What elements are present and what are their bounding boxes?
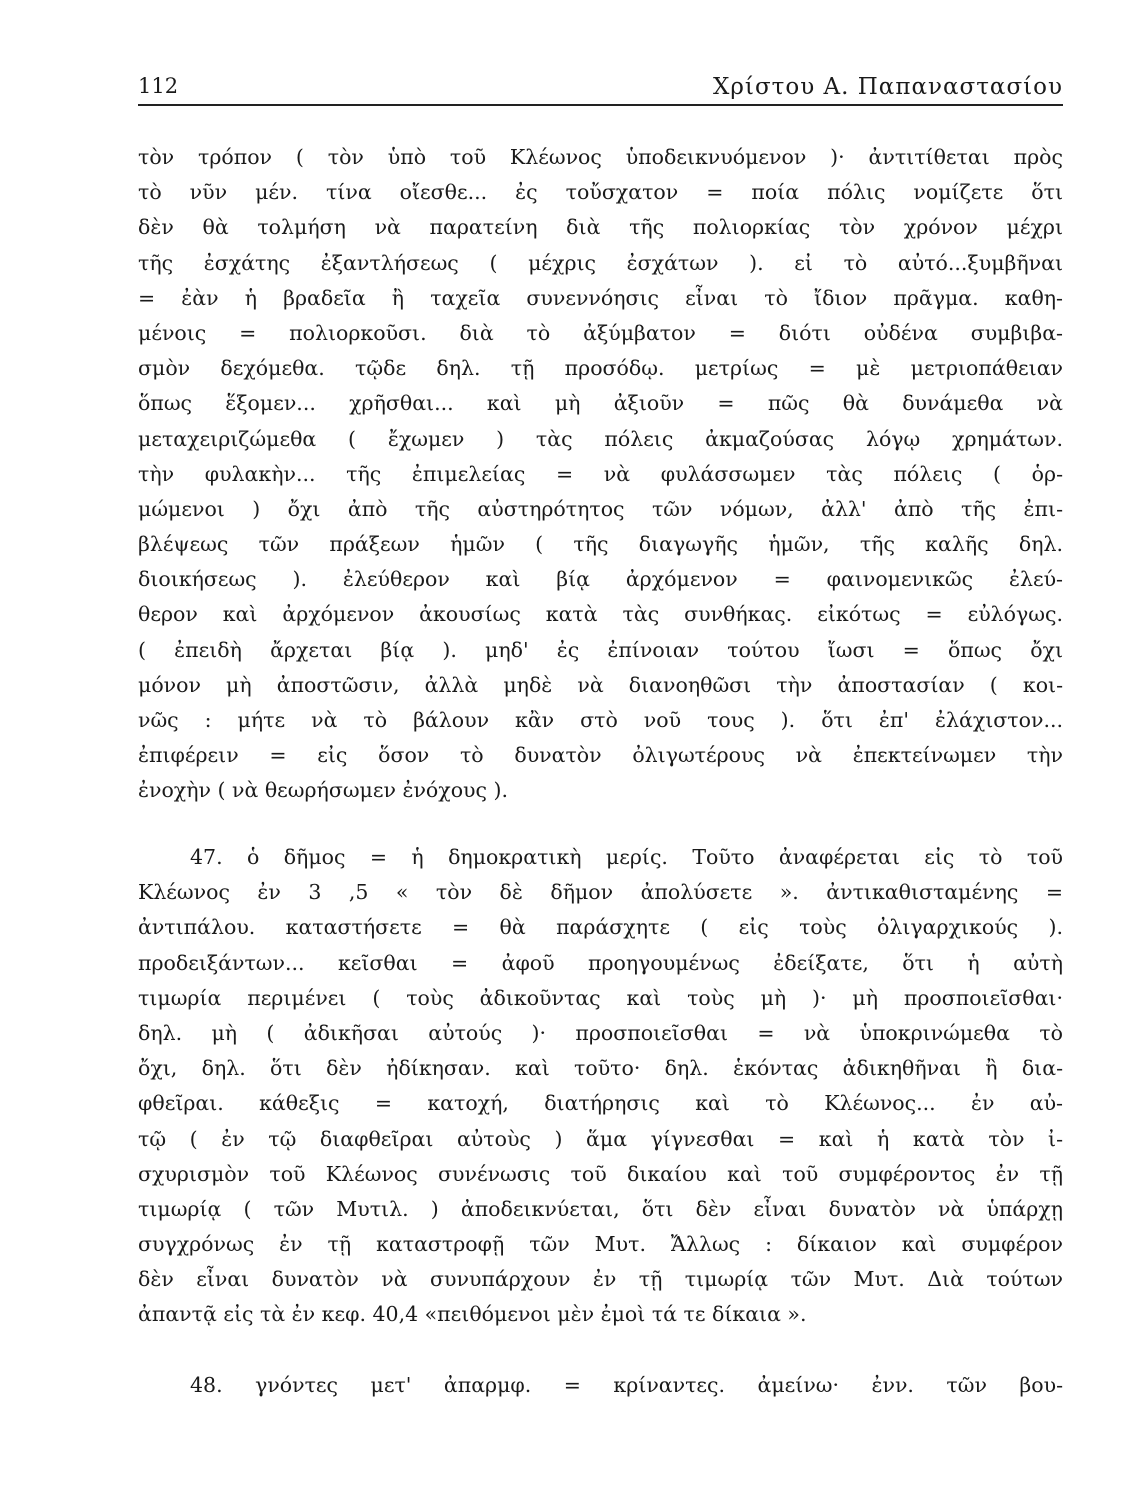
text-line: 47. ὁ δῆμος = ἡ δημοκρατικὴ μερίς. Τοῦτο ἀναφέρεται εἰς τὸ τοῦ — [190, 845, 1063, 869]
text-line: τὸ νῦν μέν. τίνα οἴεσθε... ἐς τοὔσχατον = ποία πόλις νομίζετε ὅτι — [138, 180, 1063, 205]
text-line: συγχρόνως ἐν τῇ καταστροφῇ τῶν Μυτ. Ἄλλως : δίκαιον καὶ συμφέρον — [138, 1232, 1063, 1257]
text-line: δὲν θὰ τολμήση νὰ παρατείνη διὰ τῆς πολιορκίας τὸν χρόνον μέχρι — [138, 215, 1063, 240]
text-line: Κλέωνος ἐν 3 ,5 « τὸν δὲ δῆμον ἀπολύσετε ». ἀντικαθισταμένης = — [138, 880, 1063, 905]
text-line: φθεῖραι. κάθεξις = κατοχή, διατήρησις καὶ τὸ Κλέωνος... ἐν αὐ- — [138, 1091, 1063, 1116]
text-line: τὴν φυλακὴν... τῆς ἐπιμελείας = νὰ φυλάσσωμεν τὰς πόλεις ( ὁρ- — [138, 461, 1063, 486]
text-line: τῆς ἐσχάτης ἐξαντλήσεως ( μέχρις ἐσχάτων ). εἰ τὸ αὐτό...ξυμβῆναι — [138, 250, 1063, 275]
paragraph-47 — [138, 840, 1063, 1333]
text-line: θερον καὶ ἀρχόμενον ἀκουσίως κατὰ τὰς συνθήκας. εἰκότως = εὐλόγως. — [138, 602, 1063, 627]
text-line: προδειξάντων... κεῖσθαι = ἀφοῦ προηγουμένως ἐδείξατε, ὅτι ἡ αὐτὴ — [138, 950, 1063, 975]
text-line: μόνον μὴ ἀποστῶσιν, ἀλλὰ μηδὲ νὰ διανοηθῶσι τὴν ἀποστασίαν ( κοι- — [138, 672, 1063, 697]
running-title: Χρίστου Α. Παπαναστασίου — [713, 74, 1063, 100]
text-line: διοικήσεως ). ἐλεύθερον καὶ βίᾳ ἀρχόμενον = φαινομενικῶς ἐλεύ- — [138, 567, 1063, 592]
text-line: δὲν εἶναι δυνατὸν νὰ συνυπάρχουν ἐν τῇ τιμωρίᾳ τῶν Μυτ. Διὰ τούτων — [138, 1267, 1063, 1292]
text-line: τῷ ( ἐν τῷ διαφθεῖραι αὐτοὺς ) ἅμα γίγνεσθαι = καὶ ἡ κατὰ τὸν ἰ- — [138, 1126, 1063, 1151]
text-line: μώμενοι ) ὄχι ἀπὸ τῆς αὐστηρότητος τῶν νόμων, ἀλλ' ἀπὸ τῆς ἐπι- — [138, 496, 1063, 521]
text-line: τιμωρία περιμένει ( τοὺς ἀδικοῦντας καὶ τοὺς μὴ )· μὴ προσποιεῖσθαι· — [138, 985, 1063, 1010]
text-line: ὅπως ἕξομεν... χρῆσθαι... καὶ μὴ ἀξιοῦν = πῶς θὰ δυνάμεθα νὰ — [138, 391, 1063, 416]
text-line: τὸν τρόπον ( τὸν ὑπὸ τοῦ Κλέωνος ὑποδεικνυόμενον )· ἀντιτίθεται πρὸς — [138, 145, 1063, 169]
text-line: ἀντιπάλου. καταστήσετε = θὰ παράσχητε ( εἰς τοὺς ὀλιγαρχικούς ). — [138, 915, 1063, 940]
paragraph-48 — [138, 1368, 1063, 1403]
text-line: μένοις = πολιορκοῦσι. διὰ τὸ ἀξύμβατον = διότι οὐδένα συμβιβα- — [138, 320, 1063, 345]
text-line: ἀπαντᾷ εἰς τὰ ἐν κεφ. 40,4 «πειθόμενοι μὲν ἐμοὶ τά τε δίκαια ». — [138, 1302, 807, 1327]
text-line: δηλ. μὴ ( ἀδικῆσαι αὐτούς )· προσποιεῖσθαι = νὰ ὑποκρινώμεθα τὸ — [138, 1020, 1063, 1045]
text-line: μεταχειριζώμεθα ( ἔχωμεν ) τὰς πόλεις ἀκμαζούσας λόγῳ χρημάτων. — [138, 426, 1063, 451]
text-line: ( ἐπειδὴ ἄρχεται βίᾳ ). μηδ' ἐς ἐπίνοιαν τούτου ἴωσι = ὅπως ὄχι — [138, 637, 1063, 662]
text-line: νῶς : μήτε νὰ τὸ βάλουν κἂν στὸ νοῦ τους ). ὅτι ἐπ' ἐλάχιστον... — [138, 708, 1063, 732]
page-header — [138, 70, 1063, 104]
text-line: βλέψεως τῶν πράξεων ἡμῶν ( τῆς διαγωγῆς ἡμῶν, τῆς καλῆς δηλ. — [138, 532, 1063, 557]
page-number: 112 — [138, 74, 179, 98]
header-rule — [138, 104, 1063, 106]
text-line: 48. γνόντες μετ' ἀπαρμφ. = κρίναντες. ἀμείνω· ἐνν. τῶν βου- — [190, 1373, 1063, 1397]
text-line: ἐπιφέρειν = εἰς ὅσον τὸ δυνατὸν ὀλιγωτέρους νὰ ἐπεκτείνωμεν τὴν — [138, 743, 1063, 768]
text-line: ἐνοχὴν ( νὰ θεωρήσωμεν ἐνόχους ). — [138, 778, 509, 803]
paragraph-46-continued — [138, 140, 1063, 809]
text-line: ὄχι, δηλ. ὅτι δὲν ἠδίκησαν. καὶ τοῦτο· δηλ. ἑκόντας ἀδικηθῆναι ἢ δια- — [138, 1056, 1063, 1081]
text-line: σμὸν δεχόμεθα. τῷδε δηλ. τῇ προσόδῳ. μετρίως = μὲ μετριοπάθειαν — [138, 356, 1063, 381]
text-line: = ἐὰν ἡ βραδεῖα ἢ ταχεῖα συνεννόησις εἶναι τὸ ἴδιον πρᾶγμα. καθη- — [138, 285, 1063, 310]
text-line: σχυρισμὸν τοῦ Κλέωνος συνένωσις τοῦ δικαίου καὶ τοῦ συμφέροντος ἐν τῇ — [138, 1161, 1063, 1186]
text-line: τιμωρίᾳ ( τῶν Μυτιλ. ) ἀποδεικνύεται, ὅτι δὲν εἶναι δυνατὸν νὰ ὑπάρχῃ — [138, 1196, 1063, 1221]
